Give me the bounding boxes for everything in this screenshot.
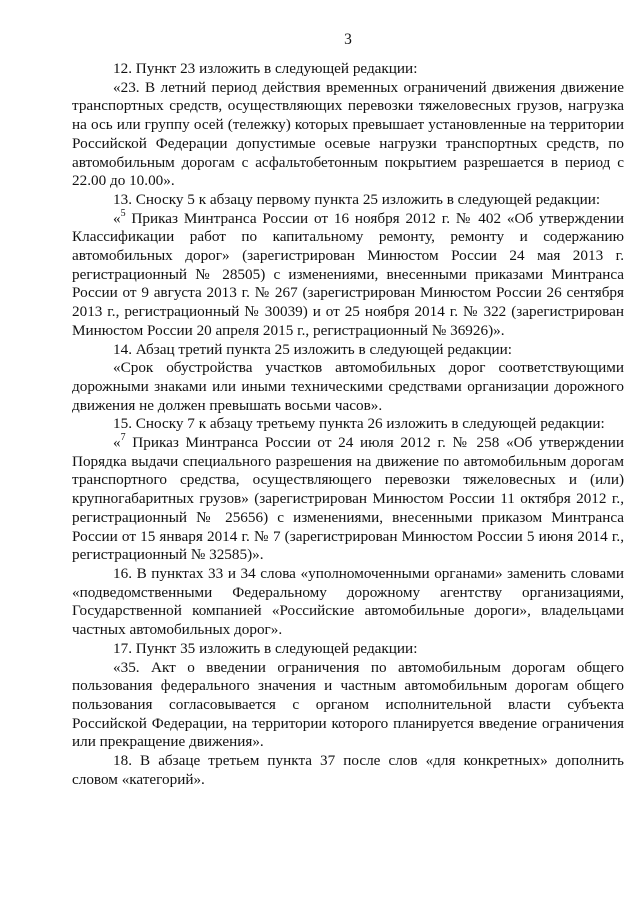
paragraph-item-14: 14. Абзац третий пункта 25 изложить в следующей редакции: — [113, 340, 512, 358]
paragraph-item-12: 12. Пункт 23 изложить в следующей редакции: — [113, 60, 418, 77]
paragraph-item-15: 15. Сноску 7 к абзацу третьему пункта 26 изложить в следующей редакции: — [113, 415, 605, 433]
page-number: 3 — [344, 31, 352, 48]
paragraph-item-13: 13. Сноску 5 к абзацу первому пункта 25 изложить в следующей редакции: — [113, 190, 601, 208]
paragraph-quote-23: «23. В летний период действия временных ограничений движения движение транспортных средств, осуществляющих перевозки тяжеловесных грузов, нагрузка на ось или группу осей (тележку) которых превышает установленные на территории Российской Федерации допустимые осевые нагрузки транспортных средств, по автомобильным дорогам с асфальтобетонным покрытием разрешается в период с 22.00 до 10.00». — [72, 78, 624, 190]
quote-mark: « — [113, 209, 121, 227]
footnote-marker-7: 7 — [120, 432, 126, 443]
paragraph-footnote-5 — [72, 207, 624, 341]
paragraph-item-18: 18. В абзаце третьем пункта 37 после слов «для конкретных» дополнить словом «категорий». — [72, 752, 624, 788]
quote-mark: « — [113, 434, 121, 452]
paragraph-item-17: 17. Пункт 35 изложить в следующей редакции: — [113, 639, 418, 657]
footnote-7-text: Приказ Минтранса России от 24 июля 2012 г. № 258 «Об утверждении Порядка выдачи специального разрешения на движение по автомобильным дорогам транспортного средства, осуществляющего перевозки тяжеловесных и (или) крупногабаритных грузов» (зарегистрирован Минюстом России 11 октября 2012 г., регистрационный № 25656) с изменениями, внесенными приказом Минтранса России от 15 января 2014 г. № 7 (зарегистрирован Минюстом России 5 июня 2014 г., регистрационный № 32585)». — [72, 434, 624, 564]
paragraph-footnote-7 — [72, 434, 624, 565]
paragraph-quote-deadline: «Срок обустройства участков автомобильных дорог соответствующими дорожными знаками или иными техническими средствами организации дорожного движения не должен превышать восьми часов». — [72, 359, 624, 414]
footnote-5-text: Приказ Минтранса России от 16 ноября 2012 г. № 402 «Об утверждении Классификации работ по капитальному ремонту, ремонту и содержанию автомобильных дорог» (зарегистрирован Минюстом России 24 мая 2013 г. регистрационный № 28505) с изменениями, внесенными приказами Минтранса России от 9 августа 2013 г. № 267 (зарегистрирован Минюстом России 26 сентября 2013 г., регистрационный № 30039) и от 25 ноября 2014 г. № 322 (зарегистрирован Минюстом России 20 апреля 2015 г., регистрационный № 36926)». — [72, 209, 624, 339]
paragraph-quote-35: «35. Акт о введении ограничения по автомобильным дорогам общего пользования федерального значения и частным автомобильным дорогам общего пользования согласовывается с органом исполнительной власти субъекта Российской Федерации, на территории которого планируется введение ограничения или прекращение движения». — [72, 658, 624, 751]
document-page — [72, 30, 624, 789]
footnote-marker-5: 5 — [120, 207, 126, 219]
paragraph-item-16: 16. В пунктах 33 и 34 слова «уполномоченными органами» заменить словами «подведомственными Федеральному дорожному агентству организациями, Государственной компанией «Российские автомобильные дороги», владельцами частных автомобильных дорог». — [72, 564, 624, 639]
